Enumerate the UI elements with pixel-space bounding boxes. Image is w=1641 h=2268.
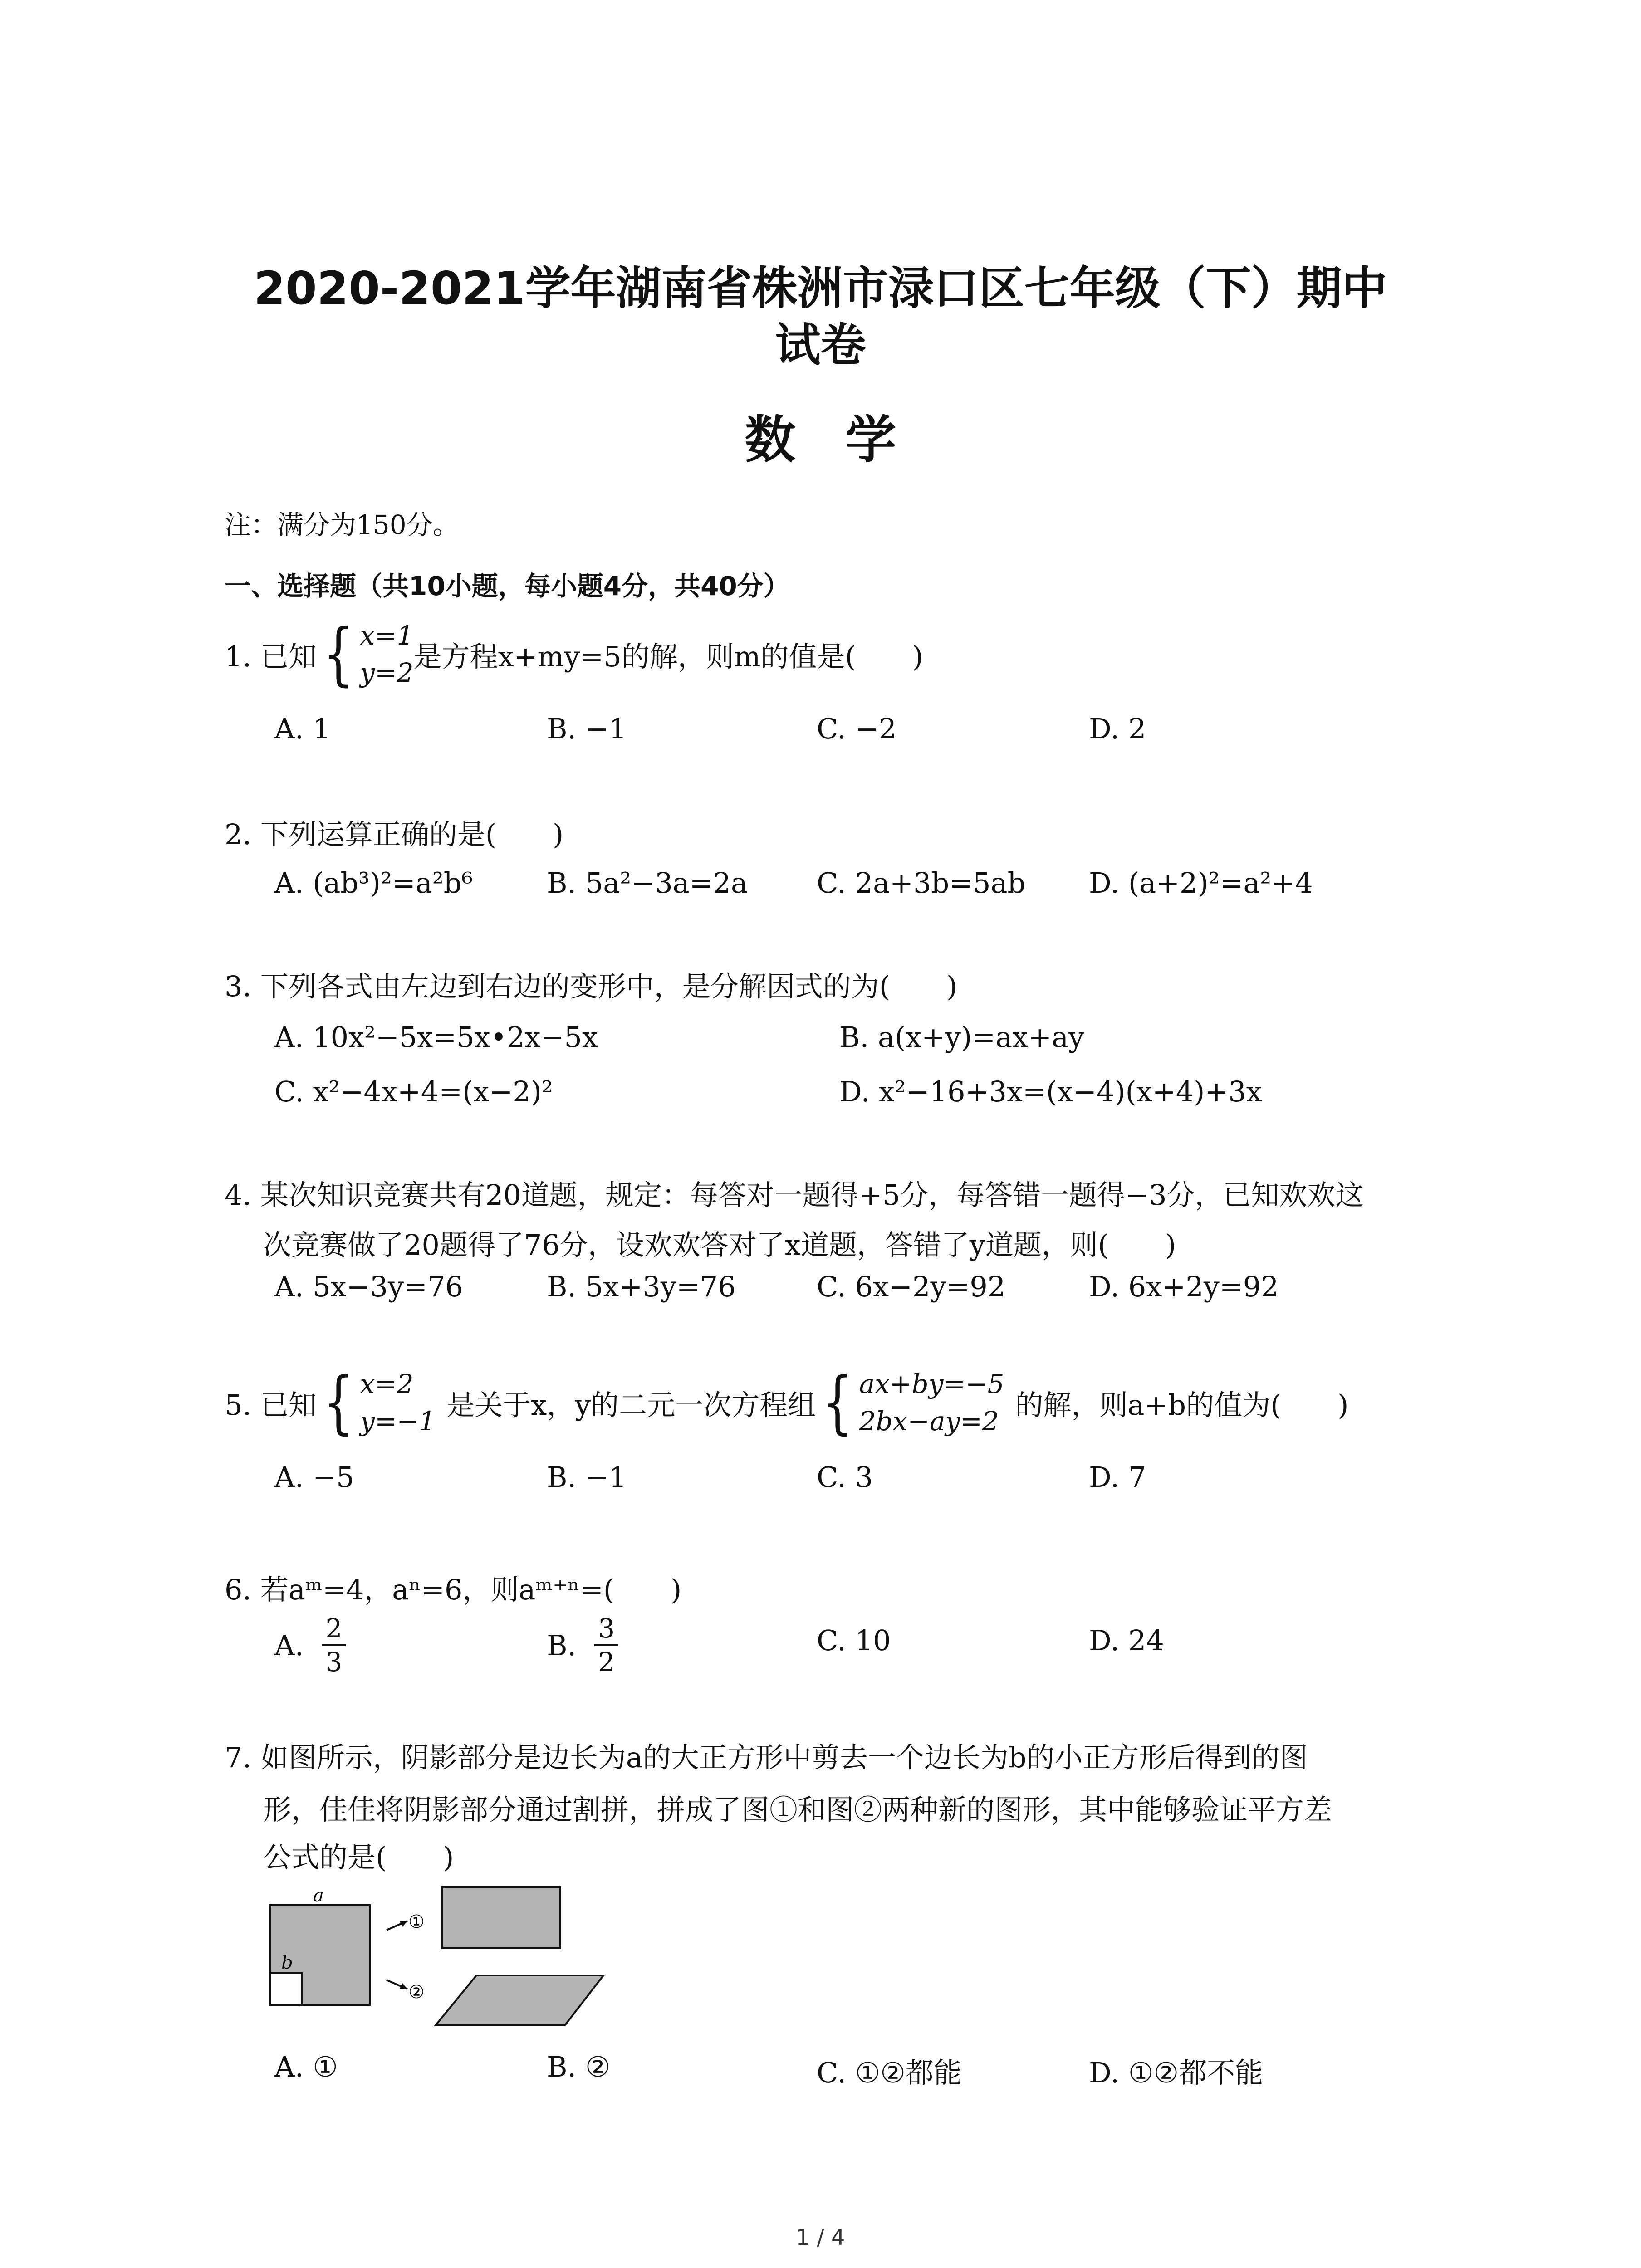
system-eq-2: y=2 [360, 657, 414, 688]
q2-option-b[interactable]: B. 5a²−3a=2a [547, 866, 748, 899]
page-number: 1 / 4 [796, 2225, 845, 2250]
question-1-stem [225, 615, 923, 694]
q2-option-a[interactable]: A. (ab³)²=a²b⁶ [274, 866, 473, 899]
q7-option-d[interactable]: D. ①②都不能 [1089, 2056, 1264, 2089]
question-5-stem [225, 1365, 1349, 1440]
label-fig2: ② [408, 1982, 425, 2003]
q5-option-c[interactable]: C. 3 [817, 1461, 873, 1494]
question-7-figure [263, 1878, 617, 2032]
exam-title-line2: 试卷 [775, 318, 866, 371]
question-5-suffix: 的解，则a+b的值为( ) [1015, 1388, 1349, 1422]
solution-eq-1: x=2 [360, 1369, 414, 1399]
option-letter: B. [547, 1628, 577, 1662]
fraction [322, 1613, 346, 1678]
q4-option-c[interactable]: C. 6x−2y=92 [817, 1270, 1006, 1303]
q7-option-b[interactable]: B. ② [547, 2050, 611, 2083]
denominator: 2 [598, 1647, 615, 1677]
q3-option-a[interactable]: A. 10x²−5x=5x•2x−5x [274, 1021, 598, 1054]
label-b: b [281, 1952, 293, 1973]
q1-option-c[interactable]: C. −2 [817, 712, 897, 745]
section-heading: 一、选择题（共10小题，每小题4分，共40分） [225, 571, 790, 601]
question-6-stem: 6. 若aᵐ=4，aⁿ=6，则aᵐ⁺ⁿ=( ) [225, 1573, 682, 1606]
question-4-stem-line2: 次竞赛做了20题得了76分，设欢欢答对了x道题，答错了y道题，则( ) [263, 1228, 1176, 1261]
numerator: 3 [594, 1613, 618, 1646]
option-letter: A. [274, 1628, 304, 1662]
figure-2-parallelogram [436, 1975, 603, 2025]
q5-option-d[interactable]: D. 7 [1089, 1461, 1146, 1494]
question-5-solution [317, 1365, 446, 1440]
subject-heading: 数学 [745, 411, 946, 469]
q7-option-c[interactable]: C. ①②都能 [817, 2056, 962, 2089]
question-7-stem-line3: 公式的是( ) [263, 1841, 454, 1874]
q3-option-b[interactable]: B. a(x+y)=ax+ay [839, 1021, 1085, 1054]
q4-option-b[interactable]: B. 5x+3y=76 [547, 1270, 736, 1303]
numerator: 2 [322, 1613, 346, 1646]
score-note: 注：满分为150分。 [225, 509, 459, 540]
question-5-middle: 是关于x，y的二元一次方程组 [446, 1388, 816, 1422]
q1-option-a[interactable]: A. 1 [274, 712, 331, 745]
system-eq-1: ax+by=−5 [859, 1369, 1004, 1399]
q1-option-d[interactable]: D. 2 [1089, 712, 1146, 745]
brace-icon: { [323, 615, 353, 694]
question-1-prefix: 1. 已知 [225, 640, 317, 673]
q5-option-a[interactable]: A. −5 [274, 1461, 354, 1494]
q2-option-d[interactable]: D. (a+2)²=a²+4 [1089, 866, 1313, 899]
brace-icon: { [822, 1363, 853, 1442]
exam-title-line1: 2020-2021学年湖南省株洲市渌口区七年级（下）期中 [254, 262, 1387, 315]
q6-option-d[interactable]: D. 24 [1089, 1624, 1164, 1657]
brace-icon: { [323, 1363, 353, 1442]
system-eq-2: 2bx−ay=2 [859, 1406, 999, 1437]
question-1-system [317, 615, 414, 694]
small-square [270, 1973, 302, 2005]
denominator: 3 [325, 1647, 343, 1677]
q3-option-d[interactable]: D. x²−16+3x=(x−4)(x+4)+3x [839, 1075, 1262, 1108]
q1-option-b[interactable]: B. −1 [547, 712, 627, 745]
question-2-stem: 2. 下列运算正确的是( ) [225, 818, 564, 851]
question-7-stem-line1: 7. 如图所示，阴影部分是边长为a的大正方形中剪去一个边长为b的小正方形后得到的图 [225, 1741, 1308, 1774]
q6-option-b[interactable] [547, 1613, 618, 1678]
q4-option-a[interactable]: A. 5x−3y=76 [274, 1270, 463, 1303]
q6-option-a[interactable] [274, 1613, 346, 1678]
question-3-stem: 3. 下列各式由左边到右边的变形中，是分解因式的为( ) [225, 970, 958, 1003]
question-4-stem-line1: 4. 某次知识竞赛共有20道题，规定：每答对一题得+5分，每答错一题得−3分，已知欢欢这 [225, 1178, 1364, 1212]
q2-option-c[interactable]: C. 2a+3b=5ab [817, 866, 1026, 899]
q5-option-b[interactable]: B. −1 [547, 1461, 627, 1494]
system-eq-1: x=1 [360, 620, 414, 651]
q3-option-c[interactable]: C. x²−4x+4=(x−2)² [274, 1075, 553, 1108]
q4-option-d[interactable]: D. 6x+2y=92 [1089, 1270, 1279, 1303]
question-5-system [816, 1365, 1015, 1440]
question-5-prefix: 5. 已知 [225, 1388, 317, 1422]
solution-eq-2: y=−1 [360, 1406, 436, 1437]
q6-option-c[interactable]: C. 10 [817, 1624, 891, 1657]
label-a: a [313, 1885, 324, 1906]
question-1-suffix: 是方程x+my=5的解，则m的值是( ) [413, 640, 923, 673]
fraction [594, 1613, 618, 1678]
label-fig1: ① [408, 1911, 425, 1932]
question-7-stem-line2: 形，佳佳将阴影部分通过割拼，拼成了图①和图②两种新的图形，其中能够验证平方差 [263, 1793, 1332, 1826]
figure-1-rectangle [442, 1887, 560, 1948]
q7-option-a[interactable]: A. ① [274, 2050, 338, 2083]
